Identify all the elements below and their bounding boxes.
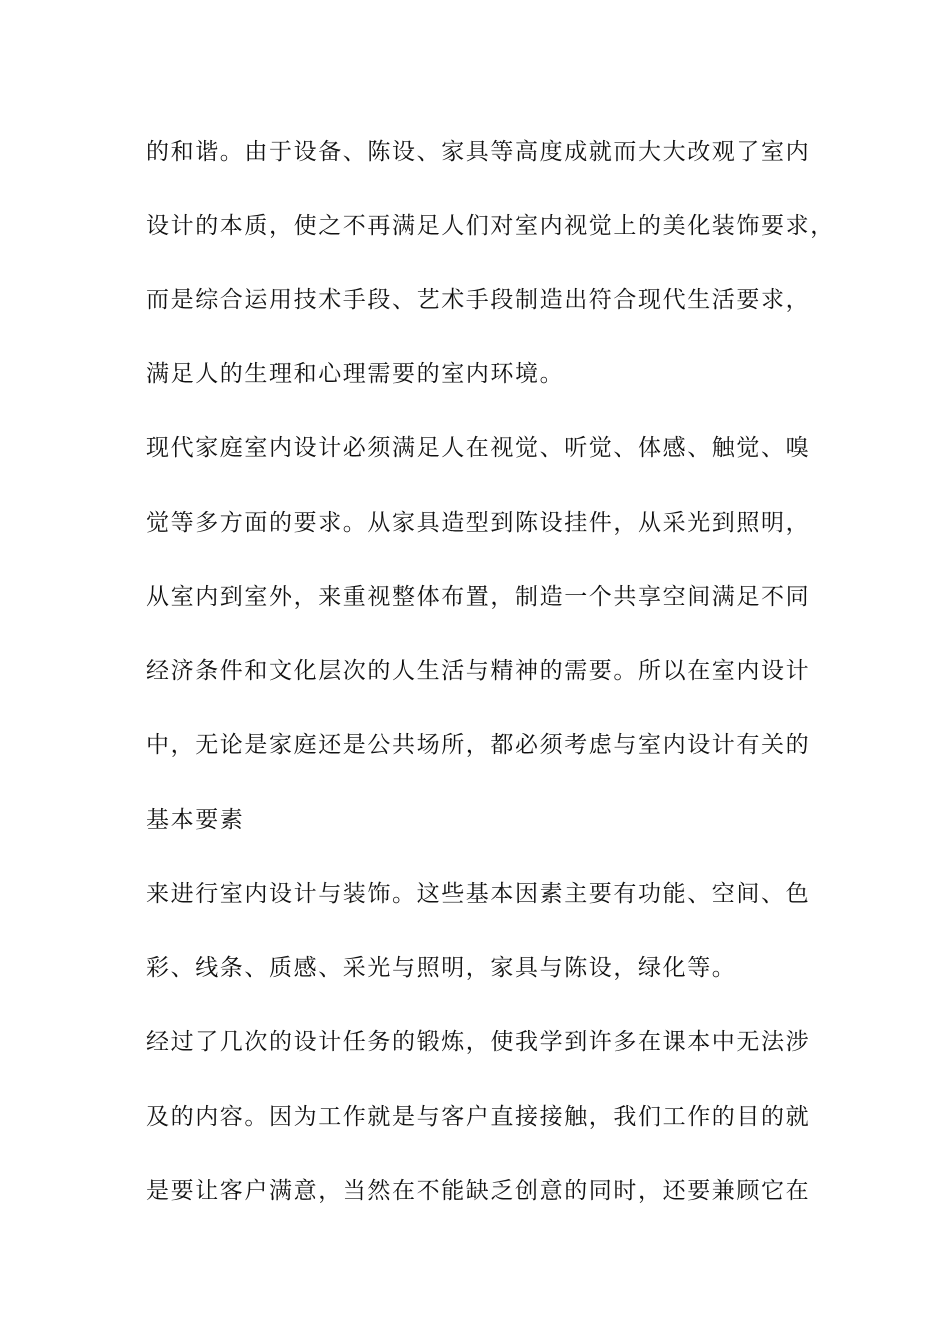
text-line: 而是综合运用技术手段、艺术手段制造出符合现代生活要求， (146, 287, 811, 313)
text-line: 中，无论是家庭还是公共场所，都必须考虑与室内设计有关的 (146, 732, 811, 758)
text-line: 设计的本质，使之不再满足人们对室内视觉上的美化装饰要求， (146, 213, 835, 239)
text-line: 觉等多方面的要求。从家具造型到陈设挂件，从采光到照明， (146, 510, 811, 536)
text-line: 彩、线条、质感、采光与照明，家具与陈设，绿化等。 (146, 955, 737, 981)
text-line: 从室内到室外，来重视整体布置，制造一个共享空间满足不同 (146, 584, 811, 610)
text-line: 经过了几次的设计任务的锻炼，使我学到许多在课本中无法涉 (146, 1029, 811, 1055)
text-line: 是要让客户满意，当然在不能缺乏创意的同时，还要兼顾它在 (146, 1178, 811, 1204)
text-line: 及的内容。因为工作就是与客户直接接触，我们工作的目的就 (146, 1104, 811, 1130)
text-line: 经济条件和文化层次的人生活与精神的需要。所以在室内设计 (146, 658, 811, 684)
text-line: 的和谐。由于设备、陈设、家具等高度成就而大大改观了室内 (146, 139, 811, 165)
text-line: 满足人的生理和心理需要的室内环境。 (146, 361, 565, 387)
text-line: 现代家庭室内设计必须满足人在视觉、听觉、体感、触觉、嗅 (146, 435, 811, 461)
text-line: 来进行室内设计与装饰。这些基本因素主要有功能、空间、色 (146, 881, 811, 907)
text-line: 基本要素 (146, 807, 245, 833)
